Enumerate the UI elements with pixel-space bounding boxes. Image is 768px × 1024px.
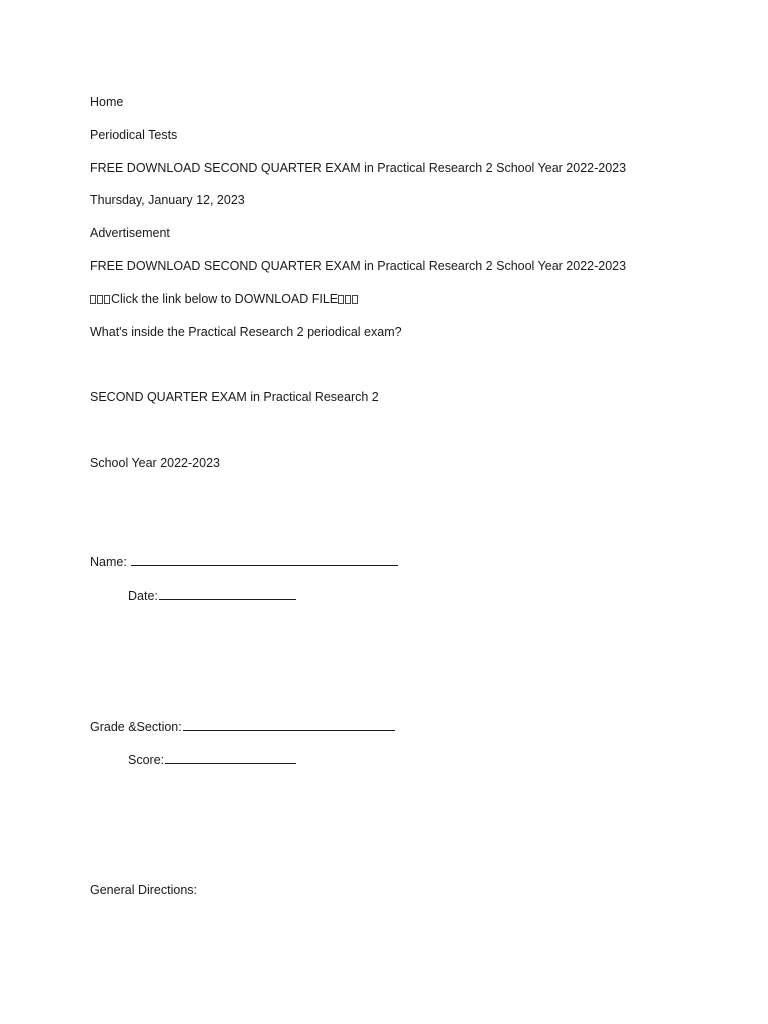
score-blank — [165, 751, 296, 764]
date-label: Date: — [128, 589, 158, 603]
date-field — [128, 587, 296, 604]
name-blank — [131, 553, 398, 566]
post-title-repeat: FREE DOWNLOAD SECOND QUARTER EXAM in Practical Research 2 School Year 2022-2023 — [90, 259, 627, 273]
download-prompt[interactable] — [90, 291, 359, 307]
post-date: Thursday, January 12, 2023 — [90, 193, 245, 207]
grade-section-blank — [183, 718, 395, 731]
date-blank — [159, 587, 296, 600]
advertisement-label: Advertisement — [90, 226, 170, 240]
score-field — [128, 751, 296, 768]
inside-question: What's inside the Practical Research 2 periodical exam? — [90, 325, 402, 339]
exam-heading: SECOND QUARTER EXAM in Practical Research 2 — [90, 390, 379, 404]
breadcrumb-home[interactable]: Home — [90, 95, 124, 109]
score-label: Score: — [128, 753, 165, 767]
missing-glyph-icon — [338, 291, 359, 307]
general-directions-label: General Directions: — [90, 883, 197, 897]
post-title: FREE DOWNLOAD SECOND QUARTER EXAM in Practical Research 2 School Year 2022-2023 — [90, 161, 627, 175]
name-label: Name: — [90, 555, 127, 569]
grade-section-field — [90, 718, 395, 735]
missing-glyph-icon — [90, 291, 111, 307]
grade-section-label: Grade &Section: — [90, 720, 182, 734]
breadcrumb-category[interactable]: Periodical Tests — [90, 128, 178, 142]
exam-school-year: School Year 2022-2023 — [90, 456, 220, 470]
download-prompt-text: Click the link below to DOWNLOAD FILE — [111, 292, 339, 306]
name-field — [90, 553, 398, 570]
